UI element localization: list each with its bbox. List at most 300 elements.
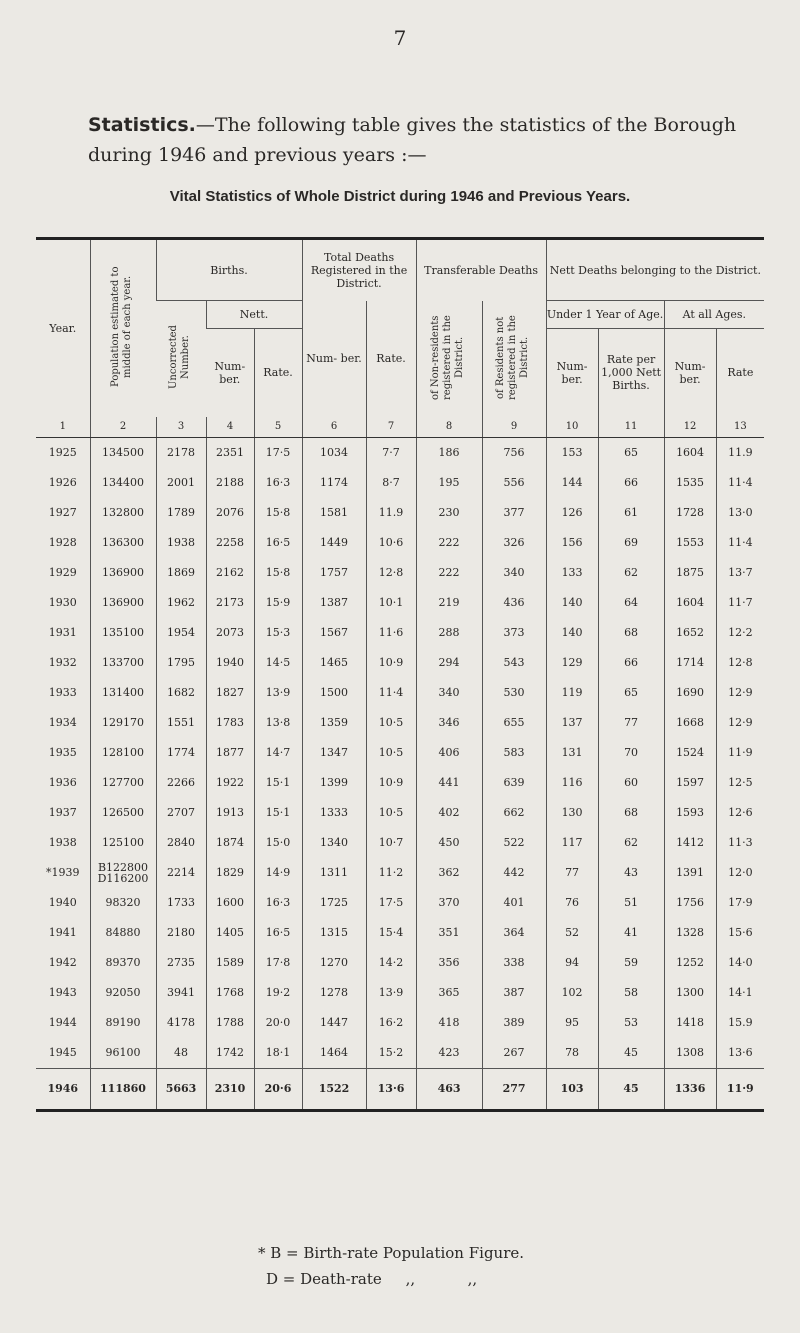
cell-u1: 52 [546, 918, 598, 948]
table-row [36, 437, 764, 468]
cell-year: 1925 [48, 446, 77, 459]
cell-unc: 1551 [156, 708, 206, 738]
header-population: Population estimated to middle of each year. [90, 239, 156, 417]
header-all-ages: At all Ages. [664, 301, 764, 329]
cell-u1: 94 [546, 948, 598, 978]
cell-unc: 2001 [156, 468, 206, 498]
cell-arate: 12·0 [716, 858, 764, 888]
cell-u1rate: 66 [598, 468, 664, 498]
cell-u1rate: 62 [598, 558, 664, 588]
cell-deaths: 1449 [302, 528, 366, 558]
cell-pop: 127700 [90, 768, 156, 798]
cell-drate: 10·9 [366, 648, 416, 678]
column-number: 11 [598, 417, 664, 438]
cell-drate: 15·2 [366, 1038, 416, 1069]
cell-drate: 11.9 [366, 498, 416, 528]
cell-year: 1927 [48, 506, 77, 519]
cell-deaths: 1333 [302, 798, 366, 828]
cell-deaths: 1315 [302, 918, 366, 948]
cell-u1: 131 [546, 738, 598, 768]
cell-u1rate: 66 [598, 648, 664, 678]
cell-pop: 128100 [90, 738, 156, 768]
cell-deaths: 1034 [302, 437, 366, 468]
cell-resnot: 387 [482, 978, 546, 1008]
cell-brate: 16·5 [254, 528, 302, 558]
cell-unc: 3941 [156, 978, 206, 1008]
cell-unc: 1733 [156, 888, 206, 918]
cell-pop: 126500 [90, 798, 156, 828]
intro-lead: Statistics. [88, 114, 196, 136]
column-number: 8 [416, 417, 482, 438]
cell-arate: 12·8 [716, 648, 764, 678]
cell-all: 1418 [664, 1008, 716, 1038]
cell-deaths: 1347 [302, 738, 366, 768]
cell-all: 1690 [664, 678, 716, 708]
cell-u1: 137 [546, 708, 598, 738]
cell-u1: 78 [546, 1038, 598, 1069]
cell-unc: 2178 [156, 437, 206, 468]
header-births-rate: Rate. [254, 329, 302, 417]
cell-arate: 12·5 [716, 768, 764, 798]
cell-pop: 134400 [90, 468, 156, 498]
cell-year: 1945 [48, 1046, 77, 1059]
cell-brate: 15·3 [254, 618, 302, 648]
table-row [36, 888, 764, 918]
cell-resnot: 655 [482, 708, 546, 738]
footnote-birth-rate: * B = Birth-rate Population Figure. [258, 1244, 525, 1262]
cell-resnot: 556 [482, 468, 546, 498]
cell-unc: 1962 [156, 588, 206, 618]
column-number: 9 [482, 417, 546, 438]
cell-drate: 10·1 [366, 588, 416, 618]
cell-nett: 1405 [206, 918, 254, 948]
cell-deaths: 1464 [302, 1038, 366, 1069]
cell-deaths: 1581 [302, 498, 366, 528]
cell-drate: 10·5 [366, 708, 416, 738]
table-row [36, 528, 764, 558]
cell-year: 1936 [48, 776, 77, 789]
column-number: 6 [302, 417, 366, 438]
cell-brate: 19·2 [254, 978, 302, 1008]
cell-drate: 10·9 [366, 768, 416, 798]
cell-arate: 13·0 [716, 498, 764, 528]
cell-u1rate: 41 [598, 918, 664, 948]
column-number: 2 [90, 417, 156, 438]
cell-nett: 2173 [206, 588, 254, 618]
table-row [36, 498, 764, 528]
cell-nonres: 356 [416, 948, 482, 978]
cell-arate: 11·9 [716, 738, 764, 768]
cell-unc: 2707 [156, 798, 206, 828]
table-row [36, 978, 764, 1008]
intro-paragraph [88, 110, 768, 170]
cell-pop: 136300 [90, 528, 156, 558]
cell-unc: 1789 [156, 498, 206, 528]
cell-resnot: 373 [482, 618, 546, 648]
cell-pop: 111860 [90, 1068, 156, 1110]
cell-drate: 8·7 [366, 468, 416, 498]
cell-year: 1944 [48, 1016, 77, 1029]
cell-arate: 11·4 [716, 468, 764, 498]
header-under1-rate: Rate per 1,000 Nett Births. [598, 329, 664, 417]
cell-unc: 1682 [156, 678, 206, 708]
cell-pop [90, 858, 156, 888]
cell-arate: 11·7 [716, 588, 764, 618]
cell-nonres: 406 [416, 738, 482, 768]
cell-drate: 15·4 [366, 918, 416, 948]
cell-year: 1940 [48, 896, 77, 909]
cell-nonres: 219 [416, 588, 482, 618]
cell-nett: 2188 [206, 468, 254, 498]
cell-all: 1604 [664, 437, 716, 468]
header-births-number: Num- ber. [214, 359, 246, 386]
cell-all: 1524 [664, 738, 716, 768]
cell-unc: 1774 [156, 738, 206, 768]
cell-brate: 16·3 [254, 468, 302, 498]
cell-deaths: 1270 [302, 948, 366, 978]
cell-nonres: 418 [416, 1008, 482, 1038]
cell-u1: 77 [546, 858, 598, 888]
cell-nett: 2162 [206, 558, 254, 588]
cell-u1rate: 68 [598, 798, 664, 828]
cell-nett: 1827 [206, 678, 254, 708]
cell-brate: 15·8 [254, 498, 302, 528]
cell-unc: 1954 [156, 618, 206, 648]
cell-deaths: 1278 [302, 978, 366, 1008]
cell-brate: 16·5 [254, 918, 302, 948]
table-title: Vital Statistics of Whole District during 1946 and Previous Years. [169, 188, 631, 205]
cell-all: 1300 [664, 978, 716, 1008]
cell-pop-death: D116200 [97, 871, 149, 885]
footnotes [258, 1240, 524, 1292]
cell-nonres: 423 [416, 1038, 482, 1069]
table-row [36, 1008, 764, 1038]
cell-resnot: 543 [482, 648, 546, 678]
cell-nett: 1922 [206, 768, 254, 798]
cell-resnot: 326 [482, 528, 546, 558]
cell-nett: 1829 [206, 858, 254, 888]
cell-u1: 153 [546, 437, 598, 468]
cell-year: 1931 [48, 626, 77, 639]
cell-unc: 4178 [156, 1008, 206, 1038]
cell-nett: 1783 [206, 708, 254, 738]
cell-nett: 1940 [206, 648, 254, 678]
cell-nett: 1788 [206, 1008, 254, 1038]
cell-resnot: 377 [482, 498, 546, 528]
cell-resnot: 756 [482, 437, 546, 468]
column-number: 4 [206, 417, 254, 438]
cell-arate: 11·4 [716, 528, 764, 558]
cell-drate: 13·6 [366, 1068, 416, 1110]
cell-nonres: 222 [416, 558, 482, 588]
table-row [36, 678, 764, 708]
cell-drate: 10·5 [366, 798, 416, 828]
cell-nett: 1913 [206, 798, 254, 828]
cell-nonres: 288 [416, 618, 482, 648]
column-number: 1 [36, 417, 90, 438]
cell-drate: 7·7 [366, 437, 416, 468]
cell-drate: 14·2 [366, 948, 416, 978]
header-uncorrected: Uncorrected Number. [167, 325, 191, 390]
header-transferable: Transferable Deaths [416, 239, 546, 301]
cell-u1rate: 45 [598, 1068, 664, 1110]
cell-all: 1652 [664, 618, 716, 648]
cell-nett: 1877 [206, 738, 254, 768]
table-row [36, 948, 764, 978]
cell-pop: 96100 [90, 1038, 156, 1069]
cell-pop-birth: B122800 [97, 860, 149, 874]
table-row [36, 918, 764, 948]
cell-nonres: 402 [416, 798, 482, 828]
table-row [36, 738, 764, 768]
header-all-rate: Rate [716, 329, 764, 417]
column-number: 7 [366, 417, 416, 438]
cell-resnot: 340 [482, 558, 546, 588]
cell-nett: 1600 [206, 888, 254, 918]
cell-u1rate: 60 [598, 768, 664, 798]
cell-u1: 144 [546, 468, 598, 498]
cell-year: 1946 [36, 1068, 90, 1110]
cell-arate: 11·9 [716, 1068, 764, 1110]
cell-deaths: 1465 [302, 648, 366, 678]
cell-brate: 20·0 [254, 1008, 302, 1038]
cell-arate: 15.9 [716, 1008, 764, 1038]
cell-all: 1604 [664, 588, 716, 618]
cell-nett: 2073 [206, 618, 254, 648]
header-residents-not: of Residents not registered in the District. [482, 301, 546, 417]
cell-nett: 2076 [206, 498, 254, 528]
cell-unc: 2840 [156, 828, 206, 858]
cell-drate: 11·4 [366, 678, 416, 708]
cell-resnot: 530 [482, 678, 546, 708]
cell-all: 1593 [664, 798, 716, 828]
header-births: Births. [156, 239, 302, 301]
cell-u1: 102 [546, 978, 598, 1008]
cell-pop: 98320 [90, 888, 156, 918]
cell-u1rate: 69 [598, 528, 664, 558]
cell-nett: 1589 [206, 948, 254, 978]
cell-all: 1252 [664, 948, 716, 978]
cell-resnot: 442 [482, 858, 546, 888]
cell-u1rate: 70 [598, 738, 664, 768]
cell-deaths: 1174 [302, 468, 366, 498]
cell-u1rate: 64 [598, 588, 664, 618]
cell-brate: 18·1 [254, 1038, 302, 1069]
cell-pop: 136900 [90, 558, 156, 588]
cell-u1: 103 [546, 1068, 598, 1110]
table-body [36, 437, 764, 1110]
cell-nonres: 346 [416, 708, 482, 738]
cell-arate: 11·3 [716, 828, 764, 858]
cell-year: 1934 [48, 716, 77, 729]
cell-year: 1938 [48, 836, 77, 849]
header-under-1: Under 1 Year of Age. [546, 301, 664, 329]
cell-year: 1928 [48, 536, 77, 549]
cell-deaths: 1387 [302, 588, 366, 618]
cell-drate: 11·2 [366, 858, 416, 888]
cell-unc: 1795 [156, 648, 206, 678]
header-deaths-number: Num- ber. [302, 301, 366, 417]
cell-pop: 134500 [90, 437, 156, 468]
cell-year: 1930 [48, 596, 77, 609]
table-row [36, 588, 764, 618]
cell-year: 1932 [48, 656, 77, 669]
cell-drate: 10·6 [366, 528, 416, 558]
cell-deaths: 1447 [302, 1008, 366, 1038]
header-deaths-rate: Rate. [366, 301, 416, 417]
cell-unc: 5663 [156, 1068, 206, 1110]
cell-deaths: 1567 [302, 618, 366, 648]
cell-nonres: 230 [416, 498, 482, 528]
cell-arate: 13·7 [716, 558, 764, 588]
cell-pop: 125100 [90, 828, 156, 858]
cell-arate: 14·1 [716, 978, 764, 1008]
cell-brate: 17·8 [254, 948, 302, 978]
cell-pop: 135100 [90, 618, 156, 648]
cell-unc: 2214 [156, 858, 206, 888]
cell-u1rate: 68 [598, 618, 664, 648]
cell-brate: 20·6 [254, 1068, 302, 1110]
cell-deaths: 1311 [302, 858, 366, 888]
column-number: 10 [546, 417, 598, 438]
cell-year: 1942 [48, 956, 77, 969]
cell-u1rate: 65 [598, 678, 664, 708]
cell-nonres: 351 [416, 918, 482, 948]
cell-all: 1412 [664, 828, 716, 858]
cell-unc: 2180 [156, 918, 206, 948]
table-row [36, 708, 764, 738]
cell-all: 1728 [664, 498, 716, 528]
cell-arate: 12·6 [716, 798, 764, 828]
table-row [36, 468, 764, 498]
cell-u1: 117 [546, 828, 598, 858]
column-number: 12 [664, 417, 716, 438]
cell-u1: 140 [546, 618, 598, 648]
cell-pop: 89370 [90, 948, 156, 978]
cell-year: *1939 [46, 866, 80, 879]
cell-all: 1535 [664, 468, 716, 498]
cell-all: 1336 [664, 1068, 716, 1110]
cell-u1: 133 [546, 558, 598, 588]
column-number: 13 [716, 417, 764, 438]
cell-drate: 17·5 [366, 888, 416, 918]
cell-arate: 13·6 [716, 1038, 764, 1069]
cell-drate: 10·5 [366, 738, 416, 768]
cell-u1: 95 [546, 1008, 598, 1038]
table-row [36, 858, 764, 888]
cell-deaths: 1500 [302, 678, 366, 708]
cell-brate: 14·5 [254, 648, 302, 678]
cell-drate: 12·8 [366, 558, 416, 588]
cell-deaths: 1757 [302, 558, 366, 588]
cell-unc: 1869 [156, 558, 206, 588]
cell-resnot: 436 [482, 588, 546, 618]
cell-all: 1328 [664, 918, 716, 948]
cell-u1rate: 43 [598, 858, 664, 888]
cell-resnot: 338 [482, 948, 546, 978]
cell-u1rate: 65 [598, 437, 664, 468]
cell-year: 1935 [48, 746, 77, 759]
cell-drate: 10·7 [366, 828, 416, 858]
cell-brate: 15·8 [254, 558, 302, 588]
cell-brate: 15·1 [254, 768, 302, 798]
cell-arate: 12·9 [716, 678, 764, 708]
cell-u1rate: 59 [598, 948, 664, 978]
cell-year: 1937 [48, 806, 77, 819]
header-nett: Nett. [206, 301, 302, 329]
cell-u1rate: 53 [598, 1008, 664, 1038]
column-number: 5 [254, 417, 302, 438]
cell-resnot: 522 [482, 828, 546, 858]
cell-u1rate: 51 [598, 888, 664, 918]
cell-year: 1933 [48, 686, 77, 699]
cell-deaths: 1340 [302, 828, 366, 858]
cell-brate: 13·8 [254, 708, 302, 738]
cell-brate: 15·9 [254, 588, 302, 618]
cell-deaths: 1725 [302, 888, 366, 918]
cell-all: 1875 [664, 558, 716, 588]
cell-pop: 89190 [90, 1008, 156, 1038]
column-numbers-row [36, 417, 764, 438]
cell-all: 1597 [664, 768, 716, 798]
table-row [36, 648, 764, 678]
cell-u1: 130 [546, 798, 598, 828]
cell-arate: 17·9 [716, 888, 764, 918]
table-row [36, 768, 764, 798]
cell-year: 1929 [48, 566, 77, 579]
cell-all: 1391 [664, 858, 716, 888]
cell-pop: 132800 [90, 498, 156, 528]
cell-nonres: 441 [416, 768, 482, 798]
column-number: 3 [156, 417, 206, 438]
cell-nonres: 450 [416, 828, 482, 858]
cell-arate: 15·6 [716, 918, 764, 948]
cell-nett: 2351 [206, 437, 254, 468]
cell-pop: 129170 [90, 708, 156, 738]
header-all-number: Num- ber. [664, 329, 716, 417]
cell-nonres: 463 [416, 1068, 482, 1110]
cell-nonres: 370 [416, 888, 482, 918]
cell-all: 1668 [664, 708, 716, 738]
cell-nonres: 365 [416, 978, 482, 1008]
cell-resnot: 639 [482, 768, 546, 798]
cell-arate: 11.9 [716, 437, 764, 468]
cell-deaths: 1399 [302, 768, 366, 798]
vital-statistics-table [36, 237, 764, 1112]
cell-nonres: 362 [416, 858, 482, 888]
cell-all: 1308 [664, 1038, 716, 1069]
header-non-residents: of Non-residents registered in the District. [416, 301, 482, 417]
cell-deaths: 1359 [302, 708, 366, 738]
cell-year: 1941 [48, 926, 77, 939]
header-year: Year. [36, 239, 90, 417]
cell-nett: 1874 [206, 828, 254, 858]
cell-unc: 48 [156, 1038, 206, 1069]
cell-nett: 1742 [206, 1038, 254, 1069]
cell-u1: 140 [546, 588, 598, 618]
cell-brate: 15·1 [254, 798, 302, 828]
cell-drate: 16·2 [366, 1008, 416, 1038]
intro-text: —The following table gives the statistics of the Borough during 1946 and previous years :— [88, 114, 737, 166]
cell-resnot: 662 [482, 798, 546, 828]
cell-all: 1756 [664, 888, 716, 918]
table-row [36, 618, 764, 648]
cell-resnot: 389 [482, 1008, 546, 1038]
cell-resnot: 267 [482, 1038, 546, 1069]
cell-u1: 126 [546, 498, 598, 528]
cell-unc: 2266 [156, 768, 206, 798]
cell-brate: 14·7 [254, 738, 302, 768]
